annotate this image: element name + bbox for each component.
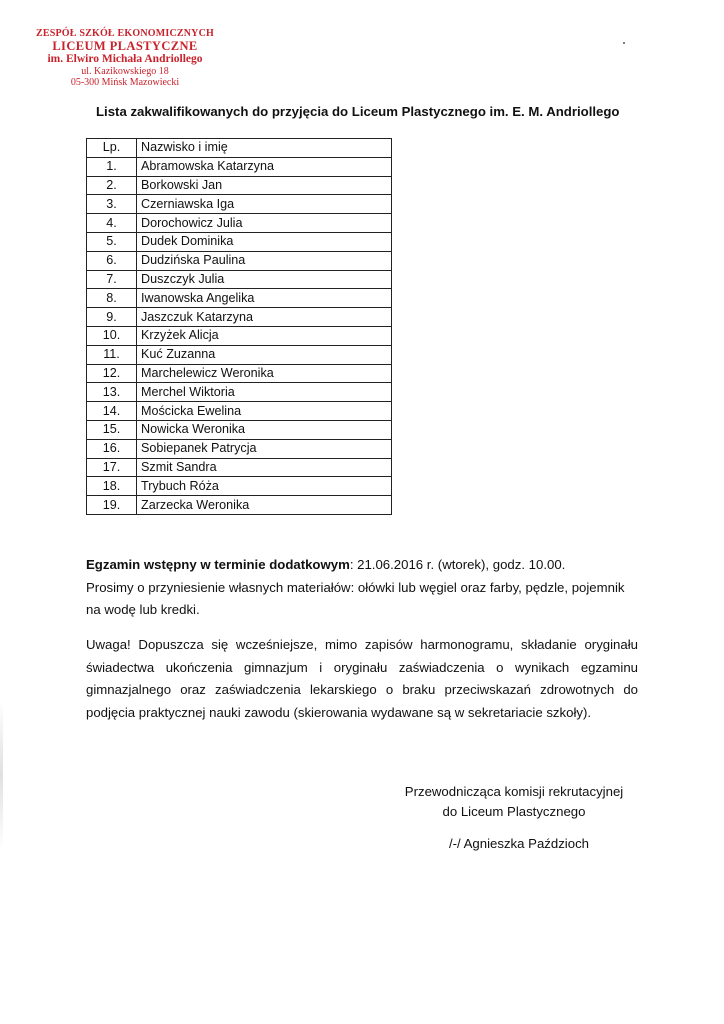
- page-title: Lista zakwalifikowanych do przyjęcia do Liceum Plastycznego im. E. M. Andriollego: [96, 104, 620, 119]
- table-row: [87, 345, 392, 364]
- row-name: Dudek Dominika: [137, 232, 392, 251]
- table-row: [87, 420, 392, 439]
- signature-role-line1: Przewodnicząca komisji rekrutacyjnej: [404, 784, 624, 799]
- row-name: Sobiepanek Patrycja: [137, 439, 392, 458]
- table-row: [87, 439, 392, 458]
- row-number: 18.: [87, 477, 137, 496]
- stamp-line-street: ul. Kazikowskiego 18: [81, 66, 169, 78]
- table-row: [87, 251, 392, 270]
- row-number: 7.: [87, 270, 137, 289]
- column-header-name: Nazwisko i imię: [137, 139, 392, 158]
- row-name: Dorochowicz Julia: [137, 214, 392, 233]
- stamp-line-school-name: LICEUM PLASTYCZNE: [52, 39, 198, 54]
- row-number: 14.: [87, 402, 137, 421]
- row-number: 5.: [87, 232, 137, 251]
- row-number: 10.: [87, 326, 137, 345]
- qualified-list-table: [86, 138, 392, 515]
- table-row: [87, 496, 392, 515]
- table-row: [87, 402, 392, 421]
- row-number: 11.: [87, 345, 137, 364]
- row-number: 12.: [87, 364, 137, 383]
- row-name: Nowicka Weronika: [137, 420, 392, 439]
- table-row: [87, 270, 392, 289]
- table-row: [87, 232, 392, 251]
- row-number: 4.: [87, 214, 137, 233]
- school-stamp: [30, 28, 220, 88]
- row-name: Abramowska Katarzyna: [137, 157, 392, 176]
- row-name: Jaszczuk Katarzyna: [137, 308, 392, 327]
- exam-date-line: [86, 554, 638, 577]
- row-name: Szmit Sandra: [137, 458, 392, 477]
- row-number: 2.: [87, 176, 137, 195]
- signature-role-line2: do Liceum Plastycznego: [442, 804, 586, 819]
- row-name: Iwanowska Angelika: [137, 289, 392, 308]
- scan-speck: [623, 42, 625, 44]
- signature-name: /-/ Agnieszka Paździoch: [448, 836, 589, 851]
- table-row: [87, 214, 392, 233]
- row-number: 3.: [87, 195, 137, 214]
- exam-details: : 21.06.2016 r. (wtorek), godz. 10.00.: [349, 557, 566, 572]
- table-row: [87, 308, 392, 327]
- row-name: Marchelewicz Weronika: [137, 364, 392, 383]
- column-header-number: Lp.: [87, 139, 137, 158]
- table-header-row: [87, 139, 392, 158]
- exam-info: [86, 554, 638, 622]
- row-number: 1.: [87, 157, 137, 176]
- row-number: 15.: [87, 420, 137, 439]
- table-row: [87, 364, 392, 383]
- row-number: 17.: [87, 458, 137, 477]
- row-number: 8.: [87, 289, 137, 308]
- stamp-line-school-complex: ZESPÓŁ SZKÓŁ EKONOMICZNYCH: [35, 28, 214, 39]
- table-row: [87, 383, 392, 402]
- table-row: [87, 458, 392, 477]
- row-name: Merchel Wiktoria: [137, 383, 392, 402]
- row-number: 13.: [87, 383, 137, 402]
- table-row: [87, 195, 392, 214]
- row-number: 19.: [87, 496, 137, 515]
- table-row: [87, 157, 392, 176]
- table-row: [87, 326, 392, 345]
- scan-edge-shadow: [0, 700, 3, 850]
- row-name: Zarzecka Weronika: [137, 496, 392, 515]
- exam-label: Egzamin wstępny w terminie dodatkowym: [86, 557, 350, 572]
- row-number: 9.: [87, 308, 137, 327]
- row-name: Czerniawska Iga: [137, 195, 392, 214]
- materials-text: Prosimy o przyniesienie własnych materiałów: ołówki lub węgiel oraz farby, pędzle, pojemnik na wodę lub kredki.: [86, 579, 625, 617]
- row-name: Kuć Zuzanna: [137, 345, 392, 364]
- table-row: [87, 477, 392, 496]
- row-name: Trybuch Róża: [137, 477, 392, 496]
- row-name: Krzyżek Alicja: [137, 326, 392, 345]
- signature-block: [396, 782, 632, 854]
- stamp-line-patron: im. Elwiro Michała Andriollego: [47, 53, 203, 66]
- row-name: Borkowski Jan: [137, 176, 392, 195]
- table-row: [87, 289, 392, 308]
- table-row: [87, 176, 392, 195]
- row-name: Duszczyk Julia: [137, 270, 392, 289]
- stamp-line-city: 05-300 Mińsk Mazowiecki: [70, 77, 180, 89]
- row-name: Dudzińska Paulina: [137, 251, 392, 270]
- row-number: 6.: [87, 251, 137, 270]
- row-name: Mościcka Ewelina: [137, 402, 392, 421]
- row-number: 16.: [87, 439, 137, 458]
- notice-text: Uwaga! Dopuszcza się wcześniejsze, mimo zapisów harmonogramu, składanie oryginału świadectwa ukończenia gimnazjum i oryginału zaświadczenia o wynikach egzaminu gimnazjalnego oraz zaświadczenia lekarskiego o braku przeciwskazań zdrowotnych do podjęcia praktycznej nauki zawodu (skierowania wydawane są w sekretariacie szkoły).: [86, 637, 638, 720]
